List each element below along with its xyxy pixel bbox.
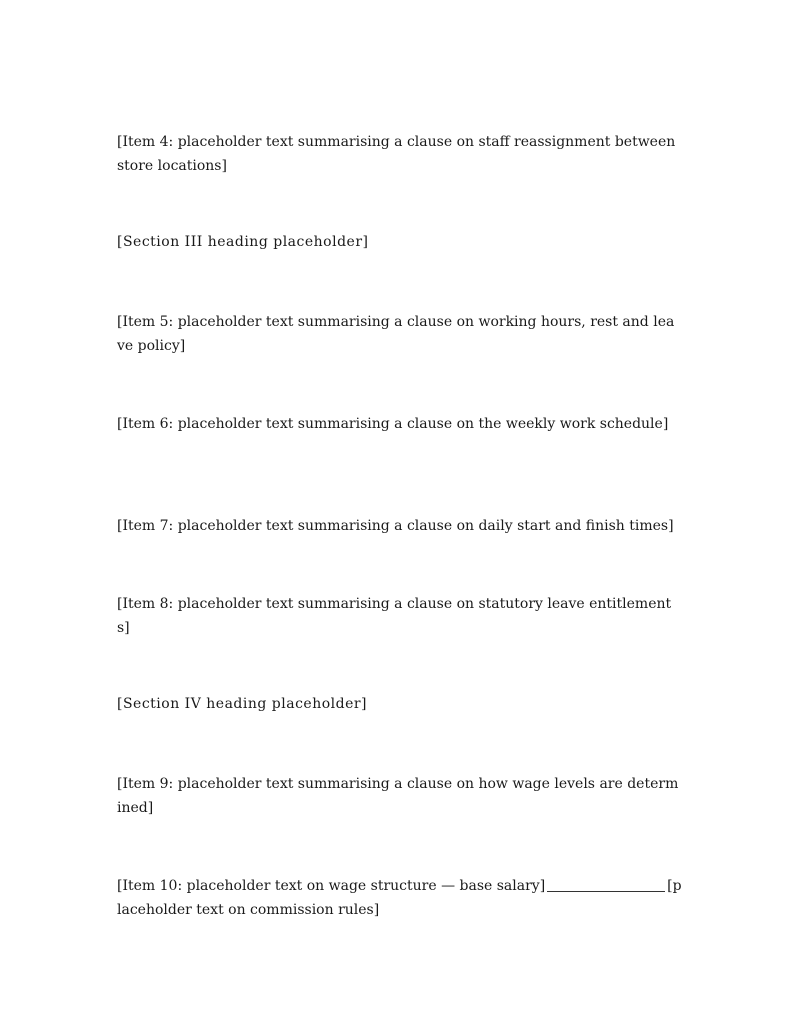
section-heading-4: [Section IV heading placeholder] bbox=[117, 696, 368, 712]
paragraph-item-10 bbox=[117, 874, 682, 922]
paragraph-item-10-tail: [placeholder text on commission rules] bbox=[117, 878, 682, 918]
salary-fill-blank bbox=[547, 877, 665, 892]
paragraph-item-9: [Item 9: placeholder text summarising a clause on how wage levels are determined] bbox=[117, 776, 679, 816]
paragraph-item-10-lead: [Item 10: placeholder text on wage structure — base salary] bbox=[117, 878, 546, 894]
paragraph-item-8: [Item 8: placeholder text summarising a clause on statutory leave entitlements] bbox=[117, 596, 672, 636]
section-heading-3: [Section III heading placeholder] bbox=[117, 234, 369, 250]
paragraph-item-6: [Item 6: placeholder text summarising a clause on the weekly work schedule] bbox=[117, 416, 669, 432]
paragraph-item-5: [Item 5: placeholder text summarising a clause on working hours, rest and leave policy] bbox=[117, 314, 675, 354]
paragraph-item-7: [Item 7: placeholder text summarising a clause on daily start and finish times] bbox=[117, 518, 674, 534]
paragraph-item-4: [Item 4: placeholder text summarising a clause on staff reassignment between store locations] bbox=[117, 134, 676, 174]
